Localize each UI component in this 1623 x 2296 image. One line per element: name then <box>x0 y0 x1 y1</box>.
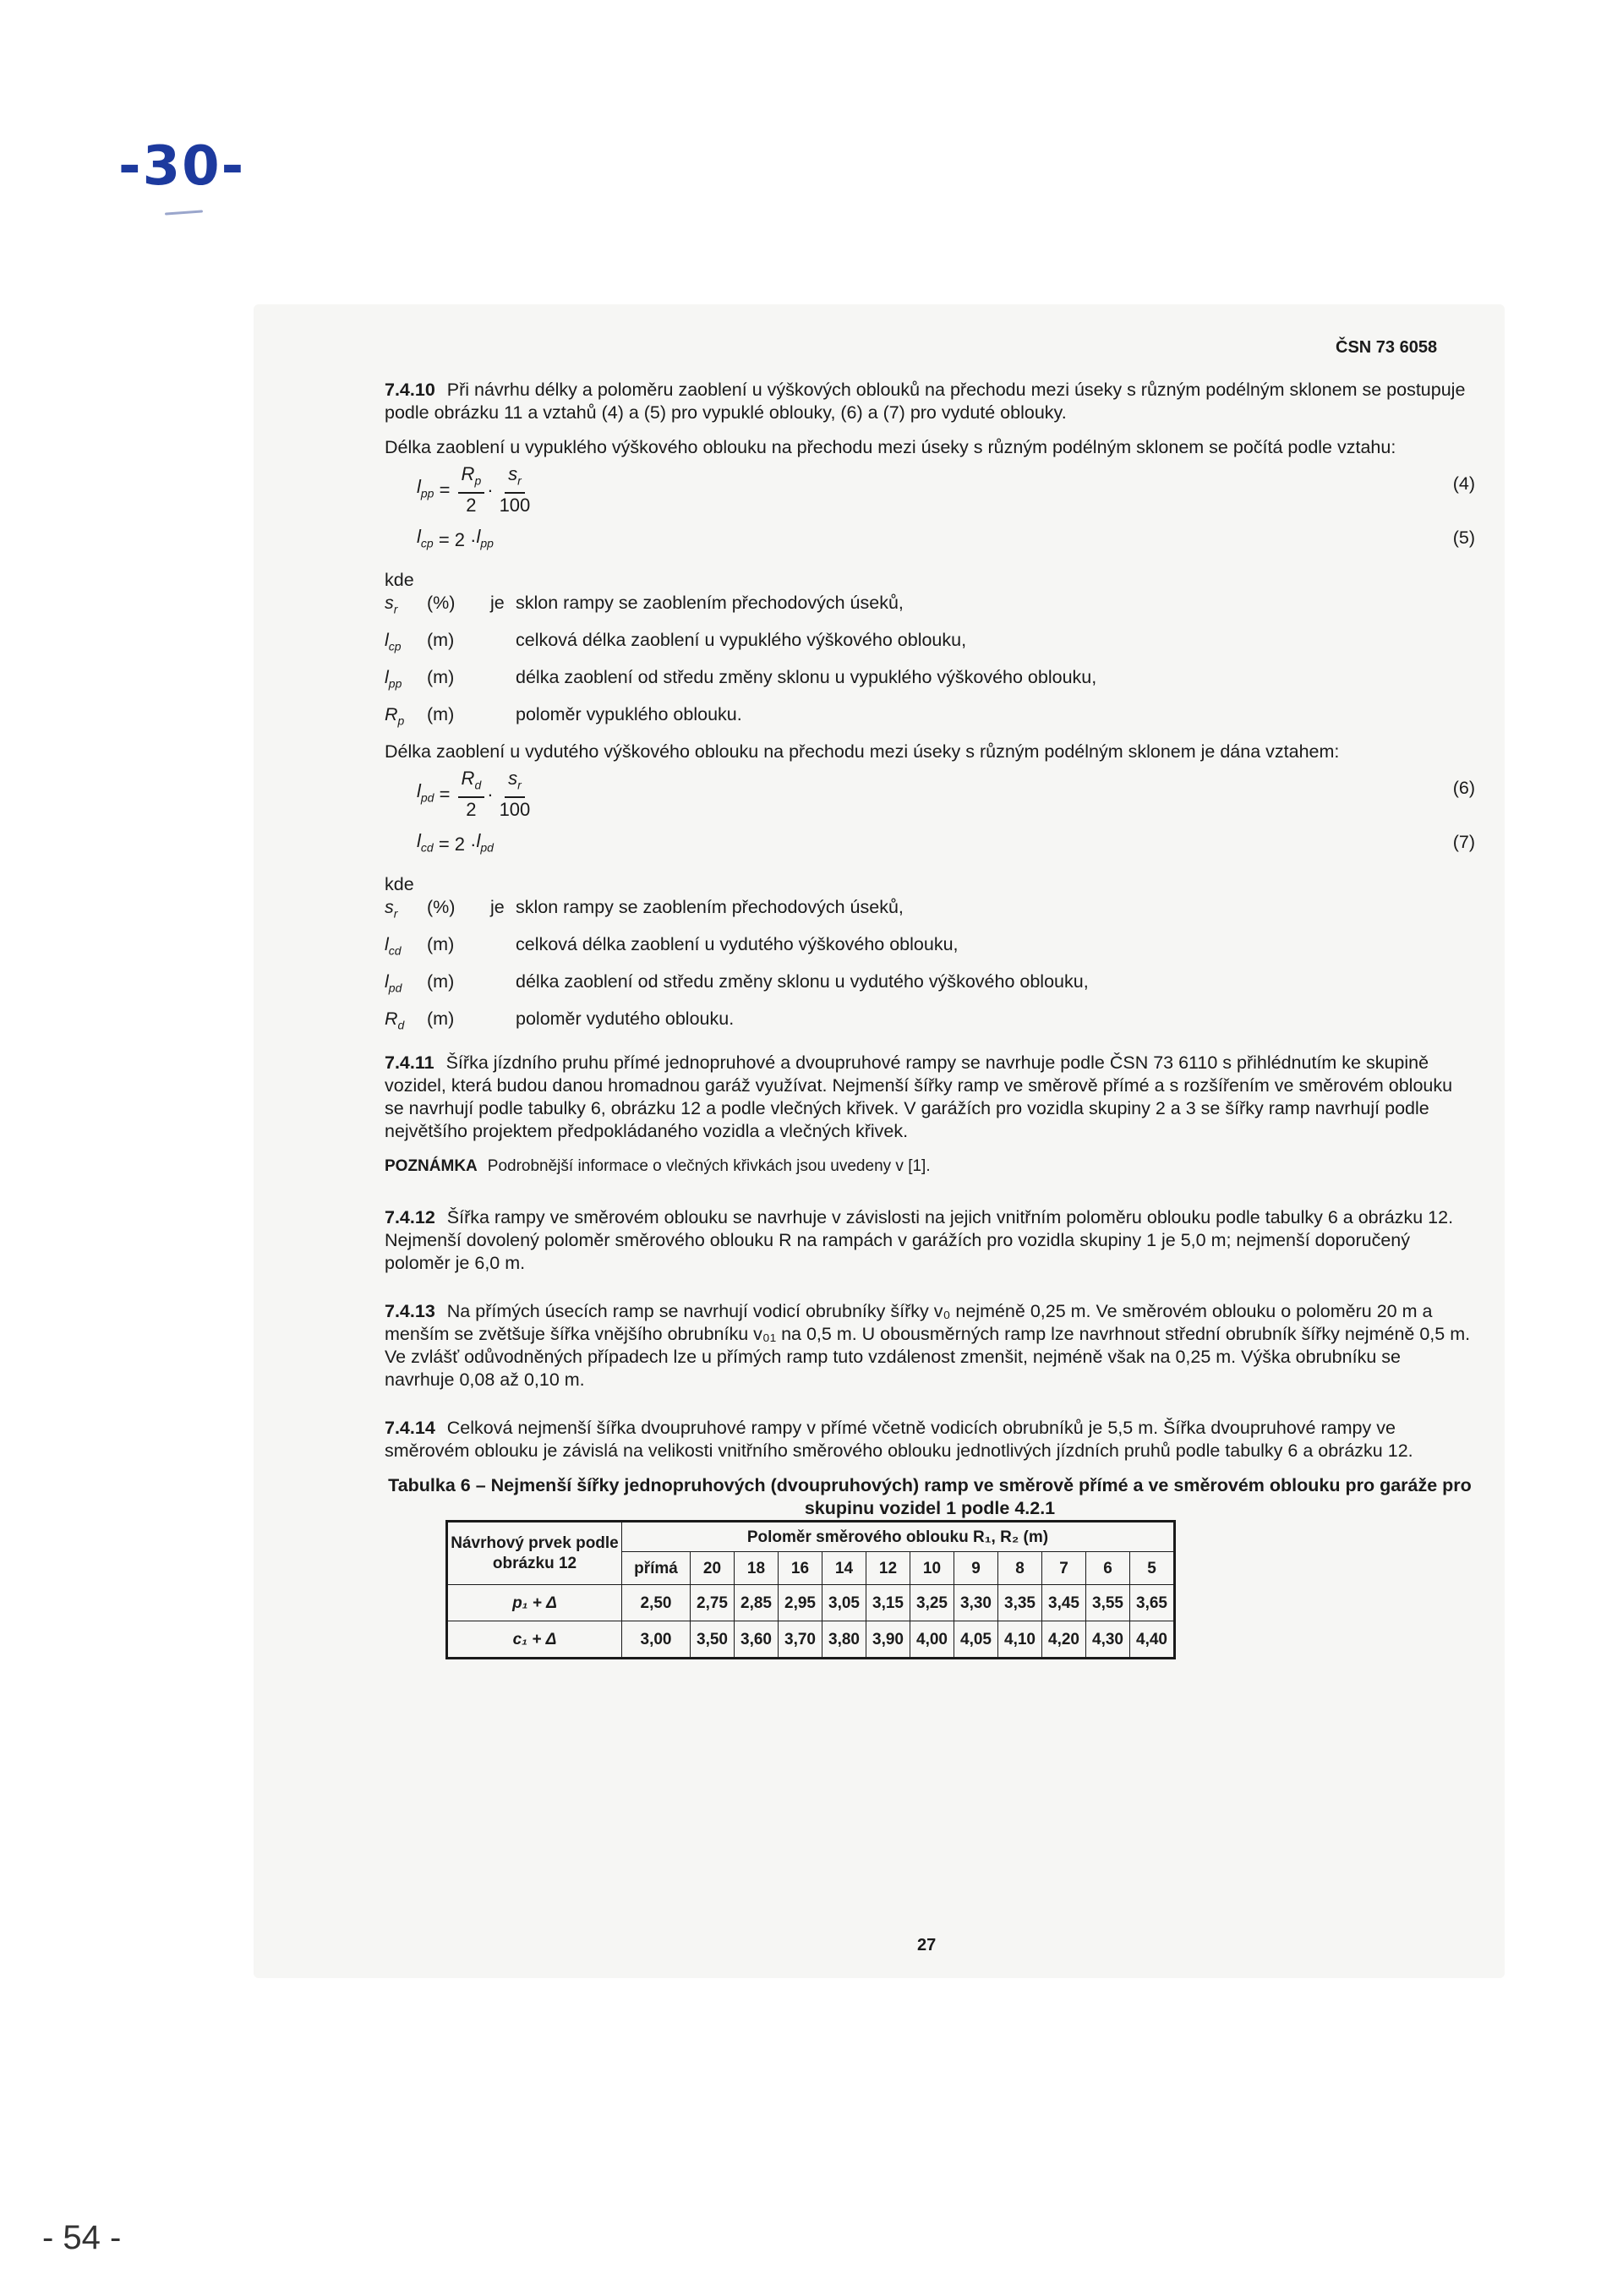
table-cell: 3,25 <box>910 1585 954 1621</box>
page-content <box>385 379 1475 1659</box>
table-cell: 3,30 <box>954 1585 998 1621</box>
equation-6: $l_{pd}$ = $\frac{R_d}{2}$ · $\frac{s_r}{100}$ (6) <box>417 768 1475 821</box>
table-row <box>447 1621 1175 1659</box>
table-column-header: 12 <box>866 1552 910 1585</box>
table-cell: 4,00 <box>910 1621 954 1659</box>
definition-row: $l_{cp}$ (m) celková délka zaoblení u vypuklého výškového oblouku, <box>385 630 967 653</box>
table-corner-header: Návrhový prvek podle obrázku 12 <box>447 1522 622 1585</box>
equation-7: $l_{cd}$ = 2 · $l_{pd}$ (7) <box>417 830 1475 856</box>
section-7-4-10 <box>385 379 1475 424</box>
table-cell: 2,95 <box>779 1585 822 1621</box>
section-7-4-13 <box>385 1300 1475 1391</box>
table-cell: 2,85 <box>735 1585 779 1621</box>
paragraph: Délka zaoblení u vypuklého výškového oblouku na přechodu mezi úseky s různým podélným sklonem se počítá podle vztahu: <box>385 437 1396 457</box>
table-column-header: 6 <box>1086 1552 1130 1585</box>
table-column-header: 9 <box>954 1552 998 1585</box>
section-number: 7.4.12 <box>385 1207 435 1227</box>
equation-5: $l_{cp}$ = 2 · $l_{pp}$ (5) <box>417 526 1475 551</box>
equation-4: $l_{pp}$ = $\frac{R_p}{2}$ · $\frac{s_r}{100}$ (4) <box>417 463 1475 517</box>
table-cell: 3,50 <box>691 1621 735 1659</box>
equation-number: (6) <box>1452 778 1475 798</box>
table-row-label: p₁ + Δ <box>447 1585 622 1621</box>
table-cell: 3,65 <box>1130 1585 1175 1621</box>
section-text: Celková nejmenší šířka dvoupruhové rampy v přímé včetně vodicích obrubníků je 5,5 m. Šířka dvoupruhové rampy ve směrovém oblouku je závislá na velikosti vnitřního směrového oblouku jednotlivých jízdních pruhů podle tabulky 6 a obrázku 12. <box>385 1418 1413 1461</box>
page-number: 27 <box>917 1936 937 1954</box>
scan-page-label: - 54 - <box>42 2219 122 2256</box>
note-text: Podrobnější informace o vlečných křivkách jsou uvedeny v [1]. <box>487 1157 931 1175</box>
definition-row: $R_p$ (m) poloměr vypuklého oblouku. <box>385 704 742 728</box>
table-column-header: 8 <box>998 1552 1042 1585</box>
definition-row: $s_r$ (%) je sklon rampy se zaoblením přechodových úseků, <box>385 593 904 616</box>
table-cell: 3,60 <box>735 1621 779 1659</box>
definition-row: $l_{cd}$ (m) celková délka zaoblení u vydutého výškového oblouku, <box>385 934 959 958</box>
table-column-header: 7 <box>1042 1552 1086 1585</box>
paragraph: Délka zaoblení u vydutého výškového oblouku na přechodu mezi úseky s různým podélným sklonem je dána vztahem: <box>385 741 1340 762</box>
equation-number: (7) <box>1452 832 1475 852</box>
table-cell: 3,70 <box>779 1621 822 1659</box>
table-cell: 4,20 <box>1042 1621 1086 1659</box>
definition-row: $s_r$ (%) je sklon rampy se zaoblením přechodových úseků, <box>385 897 904 921</box>
section-text: Šířka rampy ve směrovém oblouku se navrhuje v závislosti na jejich vnitřním poloměru oblouku podle tabulky 6 a obrázku 12. Nejmenší dovolený poloměr směrového oblouku R na rampách v garážích pro vozidla skupiny 1 je 5,0 m; nejmenší doporučený poloměr je 6,0 m. <box>385 1207 1454 1273</box>
section-number: 7.4.11 <box>385 1052 434 1073</box>
table-column-header: 14 <box>822 1552 866 1585</box>
table-cell: 2,50 <box>622 1585 691 1621</box>
table-column-header: 16 <box>779 1552 822 1585</box>
table-cell: 3,55 <box>1086 1585 1130 1621</box>
note-label: POZNÁMKA <box>385 1157 478 1175</box>
definition-list <box>385 592 1475 741</box>
section-7-4-14 <box>385 1417 1475 1462</box>
table-cell: 3,00 <box>622 1621 691 1659</box>
table-cell: 4,40 <box>1130 1621 1175 1659</box>
table-cell: 3,90 <box>866 1621 910 1659</box>
table-cell: 3,35 <box>998 1585 1042 1621</box>
table-title: Tabulka 6 – Nejmenší šířky jednopruhových (dvoupruhových) ramp ve směrově přímé a ve směrovém oblouku pro garáže pro skupinu vozidel 1 podle 4.2.1 <box>388 1475 1472 1518</box>
table-column-header: 5 <box>1130 1552 1175 1585</box>
section-number: 7.4.10 <box>385 380 435 400</box>
note <box>385 1155 1475 1178</box>
section-text: Na přímých úsecích ramp se navrhují vodicí obrubníky šířky v₀ nejméně 0,25 m. Ve směrovém oblouku o poloměru 20 m a menším se zvětšuje šířka vnějšího obrubníku v₀₁ na 0,5 m. U obousměrných ramp lze navrhnout střední obrubník šířky nejméně 0,5 m. Ve zvlášť odůvodněných případech lze u přímých ramp tuto vzdálenost zmenšit, nejméně však na 0,25 m. Výška obrubníku se navrhuje 0,08 až 0,10 m. <box>385 1301 1471 1390</box>
table-cell: 3,45 <box>1042 1585 1086 1621</box>
table-column-header: přímá <box>622 1552 691 1585</box>
equation-number: (5) <box>1452 528 1475 548</box>
table-cell: 3,05 <box>822 1585 866 1621</box>
section-text: Při návrhu délky a poloměru zaoblení u výškových oblouků na přechodu mezi úseky s různým podélným sklonem se postupuje podle obrázku 11 a vztahů (4) a (5) pro vypuklé oblouky, (6) a (7) pro vyduté oblouky. <box>385 380 1466 423</box>
equation-number: (4) <box>1452 473 1475 494</box>
table-group-header: Poloměr směrového oblouku R₁, R₂ (m) <box>622 1522 1175 1552</box>
table-cell: 3,80 <box>822 1621 866 1659</box>
table-cell: 4,30 <box>1086 1621 1130 1659</box>
document-id: ČSN 73 6058 <box>1336 338 1438 357</box>
table-cell: 2,75 <box>691 1585 735 1621</box>
section-7-4-11 <box>385 1052 1475 1143</box>
definition-row: $l_{pd}$ (m) délka zaoblení od středu změny sklonu u vydutého výškového oblouku, <box>385 971 1089 995</box>
where-label: kde <box>385 570 414 590</box>
handwritten-page-number: -30- <box>118 135 246 198</box>
section-number: 7.4.14 <box>385 1418 435 1438</box>
table-row <box>447 1585 1175 1621</box>
table-column-header: 20 <box>691 1552 735 1585</box>
table-cell: 4,10 <box>998 1621 1042 1659</box>
definition-list <box>385 896 1475 1045</box>
handwritten-mark <box>165 210 203 215</box>
section-7-4-12 <box>385 1206 1475 1275</box>
table-column-header: 18 <box>735 1552 779 1585</box>
section-number: 7.4.13 <box>385 1301 435 1321</box>
where-label: kde <box>385 874 414 894</box>
table-6 <box>445 1520 1176 1659</box>
section-text: Šířka jízdního pruhu přímé jednopruhové a dvoupruhové rampy se navrhuje podle ČSN 73 6110 s přihlédnutím ke skupině vozidel, která budou danou hromadnou garáž využívat. Nejmenší šířky ramp ve směrově přímé a s rozšířením ve směrovém oblouku se navrhují podle tabulky 6, obrázku 12 a podle vlečných křivek. V garážích pro vozidla skupiny 2 a 3 se šířky ramp navrhují podle největšího projektem předpokládaného vozidla a vlečných křivek. <box>385 1052 1453 1141</box>
table-cell: 4,05 <box>954 1621 998 1659</box>
table-row-label: c₁ + Δ <box>447 1621 622 1659</box>
table-cell: 3,15 <box>866 1585 910 1621</box>
definition-row: $R_d$ (m) poloměr vydutého oblouku. <box>385 1009 735 1032</box>
definition-row: $l_{pp}$ (m) délka zaoblení od středu změny sklonu u vypuklého výškového oblouku, <box>385 667 1097 691</box>
table-column-header: 10 <box>910 1552 954 1585</box>
